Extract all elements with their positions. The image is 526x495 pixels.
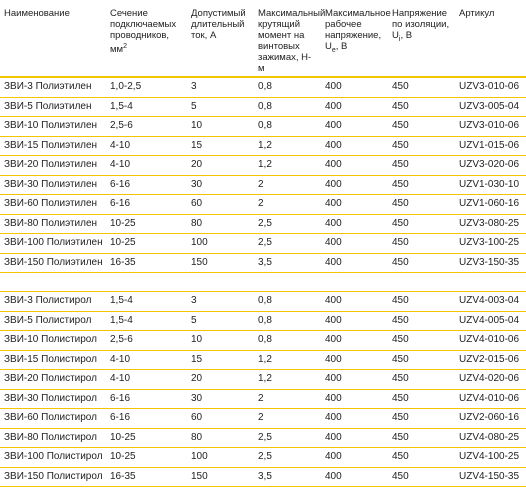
cell-section: 10-25 [106,214,187,234]
cell-torque: 0,8 [254,331,321,351]
cell-insulation: 450 [388,389,455,409]
cell-torque: 0,8 [254,311,321,331]
cell-section: 1,5-4 [106,292,187,312]
table-row [0,389,526,409]
cell-voltage: 400 [321,117,388,137]
cell-voltage: 400 [321,389,388,409]
cell-section: 16-35 [106,467,187,487]
cell-voltage: 400 [321,448,388,468]
cell-section: 4-10 [106,350,187,370]
cell-torque: 3,5 [254,467,321,487]
cell-section: 1,5-4 [106,311,187,331]
cell-insulation: 450 [388,409,455,429]
cell-name: ЗВИ-10 Полистирол [0,331,106,351]
cell-section: 10-25 [106,448,187,468]
cell-section: 2,5-6 [106,117,187,137]
cell-current: 30 [187,389,254,409]
table-row [0,292,526,312]
table-row [0,77,526,97]
header-insulation: Напряжение по изоляции, $U_i$, В [388,0,455,77]
cell-voltage: 400 [321,175,388,195]
cell-current: 60 [187,195,254,215]
cell-torque: 2,5 [254,448,321,468]
cell-article: UZV4-020-06 [455,370,526,390]
cell-article: UZV4-003-04 [455,292,526,312]
header-voltage-sub: е [331,46,336,54]
header-torque: Максимальный крутящий момент на винтовых зажимах, Н-м [254,0,321,77]
cell-current: 80 [187,428,254,448]
cell-voltage: 400 [321,234,388,254]
table-row [0,156,526,176]
cell-torque: 2,5 [254,428,321,448]
cell-current: 10 [187,117,254,137]
cell-current: 5 [187,311,254,331]
cell-section: 6-16 [106,175,187,195]
cell-insulation: 450 [388,97,455,117]
cell-current: 60 [187,409,254,429]
cell-article: UZV3-100-25 [455,234,526,254]
cell-insulation: 450 [388,292,455,312]
cell-torque: 0,8 [254,97,321,117]
cell-name: ЗВИ-100 Полистирол [0,448,106,468]
table-row [0,195,526,215]
header-name: Наименование [0,0,106,77]
cell-insulation: 450 [388,370,455,390]
cell-voltage: 400 [321,370,388,390]
cell-current: 3 [187,77,254,97]
cell-section: 6-16 [106,409,187,429]
cell-article: UZV4-150-35 [455,467,526,487]
cell-torque: 2,5 [254,214,321,234]
cell-section: 4-10 [106,136,187,156]
header-current: Допустимый длительный ток, А [187,0,254,77]
cell-voltage: 400 [321,409,388,429]
cell-insulation: 450 [388,117,455,137]
table-row [0,448,526,468]
cell-article: UZV4-010-06 [455,389,526,409]
cell-name: ЗВИ-10 Полиэтилен [0,117,106,137]
cell-current: 30 [187,175,254,195]
cell-name: ЗВИ-60 Полистирол [0,409,106,429]
cell-insulation: 450 [388,214,455,234]
cell-insulation: 450 [388,77,455,97]
cell-article: UZV2-060-16 [455,409,526,429]
cell-article: UZV3-080-25 [455,214,526,234]
cell-insulation: 450 [388,253,455,273]
cell-article: UZV4-100-25 [455,448,526,468]
cell-name: ЗВИ-150 Полистирол [0,467,106,487]
cell-name: ЗВИ-80 Полистирол [0,428,106,448]
cell-name: ЗВИ-30 Полистирол [0,389,106,409]
cell-name: ЗВИ-20 Полистирол [0,370,106,390]
cell-voltage: 400 [321,350,388,370]
cell-article: UZV3-150-35 [455,253,526,273]
cell-voltage: 400 [321,77,388,97]
cell-article: UZV3-020-06 [455,156,526,176]
table-row [0,117,526,137]
cell-section: 16-35 [106,253,187,273]
header-insulation-sub: i [398,35,401,43]
cell-name: ЗВИ-5 Полиэтилен [0,97,106,117]
cell-voltage: 400 [321,428,388,448]
cell-current: 100 [187,448,254,468]
cell-current: 150 [187,253,254,273]
cell-insulation: 450 [388,350,455,370]
cell-torque: 2,5 [254,234,321,254]
cell-current: 15 [187,350,254,370]
cell-insulation: 450 [388,467,455,487]
cell-torque: 2 [254,389,321,409]
table-row [0,370,526,390]
cell-torque: 1,2 [254,350,321,370]
cell-voltage: 400 [321,311,388,331]
cell-torque: 2 [254,175,321,195]
cell-voltage: 400 [321,97,388,117]
cell-insulation: 450 [388,156,455,176]
cell-name: ЗВИ-150 Полиэтилен [0,253,106,273]
table-row [0,234,526,254]
cell-current: 100 [187,234,254,254]
cell-voltage: 400 [321,331,388,351]
cell-name: ЗВИ-3 Полистирол [0,292,106,312]
cell-current: 10 [187,331,254,351]
table-row [0,428,526,448]
table-row [0,331,526,351]
cell-insulation: 450 [388,175,455,195]
cell-article: UZV4-080-25 [455,428,526,448]
cell-voltage: 400 [321,136,388,156]
cell-name: ЗВИ-3 Полиэтилен [0,77,106,97]
cell-section: 4-10 [106,370,187,390]
cell-torque: 1,2 [254,370,321,390]
cell-name: ЗВИ-20 Полиэтилен [0,156,106,176]
table-body [0,77,526,487]
group-separator [0,273,526,292]
table-row [0,97,526,117]
table-row [0,350,526,370]
cell-name: ЗВИ-15 Полистирол [0,350,106,370]
cell-section: 10-25 [106,234,187,254]
cell-name: ЗВИ-80 Полиэтилен [0,214,106,234]
cell-current: 20 [187,156,254,176]
cell-section: 1,5-4 [106,97,187,117]
cell-voltage: 400 [321,253,388,273]
cell-insulation: 450 [388,428,455,448]
cell-torque: 0,8 [254,117,321,137]
cell-article: UZV1-015-06 [455,136,526,156]
table-row [0,214,526,234]
cell-voltage: 400 [321,156,388,176]
cell-name: ЗВИ-100 Полиэтилен [0,234,106,254]
cell-voltage: 400 [321,467,388,487]
cell-torque: 2 [254,409,321,429]
header-article: Артикул [455,0,526,77]
cell-voltage: 400 [321,195,388,215]
cell-name: ЗВИ-60 Полиэтилен [0,195,106,215]
cell-name: ЗВИ-5 Полистирол [0,311,106,331]
separator-cell [0,273,526,292]
cell-current: 20 [187,370,254,390]
cell-article: UZV3-005-04 [455,97,526,117]
cell-article: UZV3-010-06 [455,117,526,137]
cell-torque: 0,8 [254,292,321,312]
cell-article: UZV1-060-16 [455,195,526,215]
cell-article: UZV2-015-06 [455,350,526,370]
table-row [0,409,526,429]
table-row [0,175,526,195]
cell-voltage: 400 [321,214,388,234]
cell-voltage: 400 [321,292,388,312]
header-voltage: Максимальное рабочее напряжение, $U_е$, В [321,0,388,77]
cell-current: 15 [187,136,254,156]
cell-section: 6-16 [106,195,187,215]
cell-torque: 1,2 [254,156,321,176]
cell-section: 1,0-2,5 [106,77,187,97]
cell-insulation: 450 [388,311,455,331]
cell-section: 4-10 [106,156,187,176]
table-row [0,467,526,487]
cell-article: UZV1-030-10 [455,175,526,195]
cell-current: 80 [187,214,254,234]
cell-torque: 1,2 [254,136,321,156]
cell-current: 3 [187,292,254,312]
cell-torque: 2 [254,195,321,215]
cell-current: 150 [187,467,254,487]
cell-section: 2,5-6 [106,331,187,351]
cell-insulation: 450 [388,234,455,254]
cell-insulation: 450 [388,448,455,468]
header-section: Сечение подключаемых проводников, $мм^2$ [106,0,187,77]
cell-current: 5 [187,97,254,117]
cell-insulation: 450 [388,195,455,215]
cell-article: UZV4-010-06 [455,331,526,351]
cell-name: ЗВИ-15 Полиэтилен [0,136,106,156]
cell-section: 6-16 [106,389,187,409]
header-section-sup: 2 [123,43,127,50]
table-row [0,136,526,156]
table-row [0,311,526,331]
cell-article: UZV3-010-06 [455,77,526,97]
cell-torque: 0,8 [254,77,321,97]
table-header [0,0,526,77]
cell-section: 10-25 [106,428,187,448]
cell-article: UZV4-005-04 [455,311,526,331]
cell-insulation: 450 [388,331,455,351]
cell-insulation: 450 [388,136,455,156]
table-row [0,253,526,273]
cell-torque: 3,5 [254,253,321,273]
cell-name: ЗВИ-30 Полиэтилен [0,175,106,195]
